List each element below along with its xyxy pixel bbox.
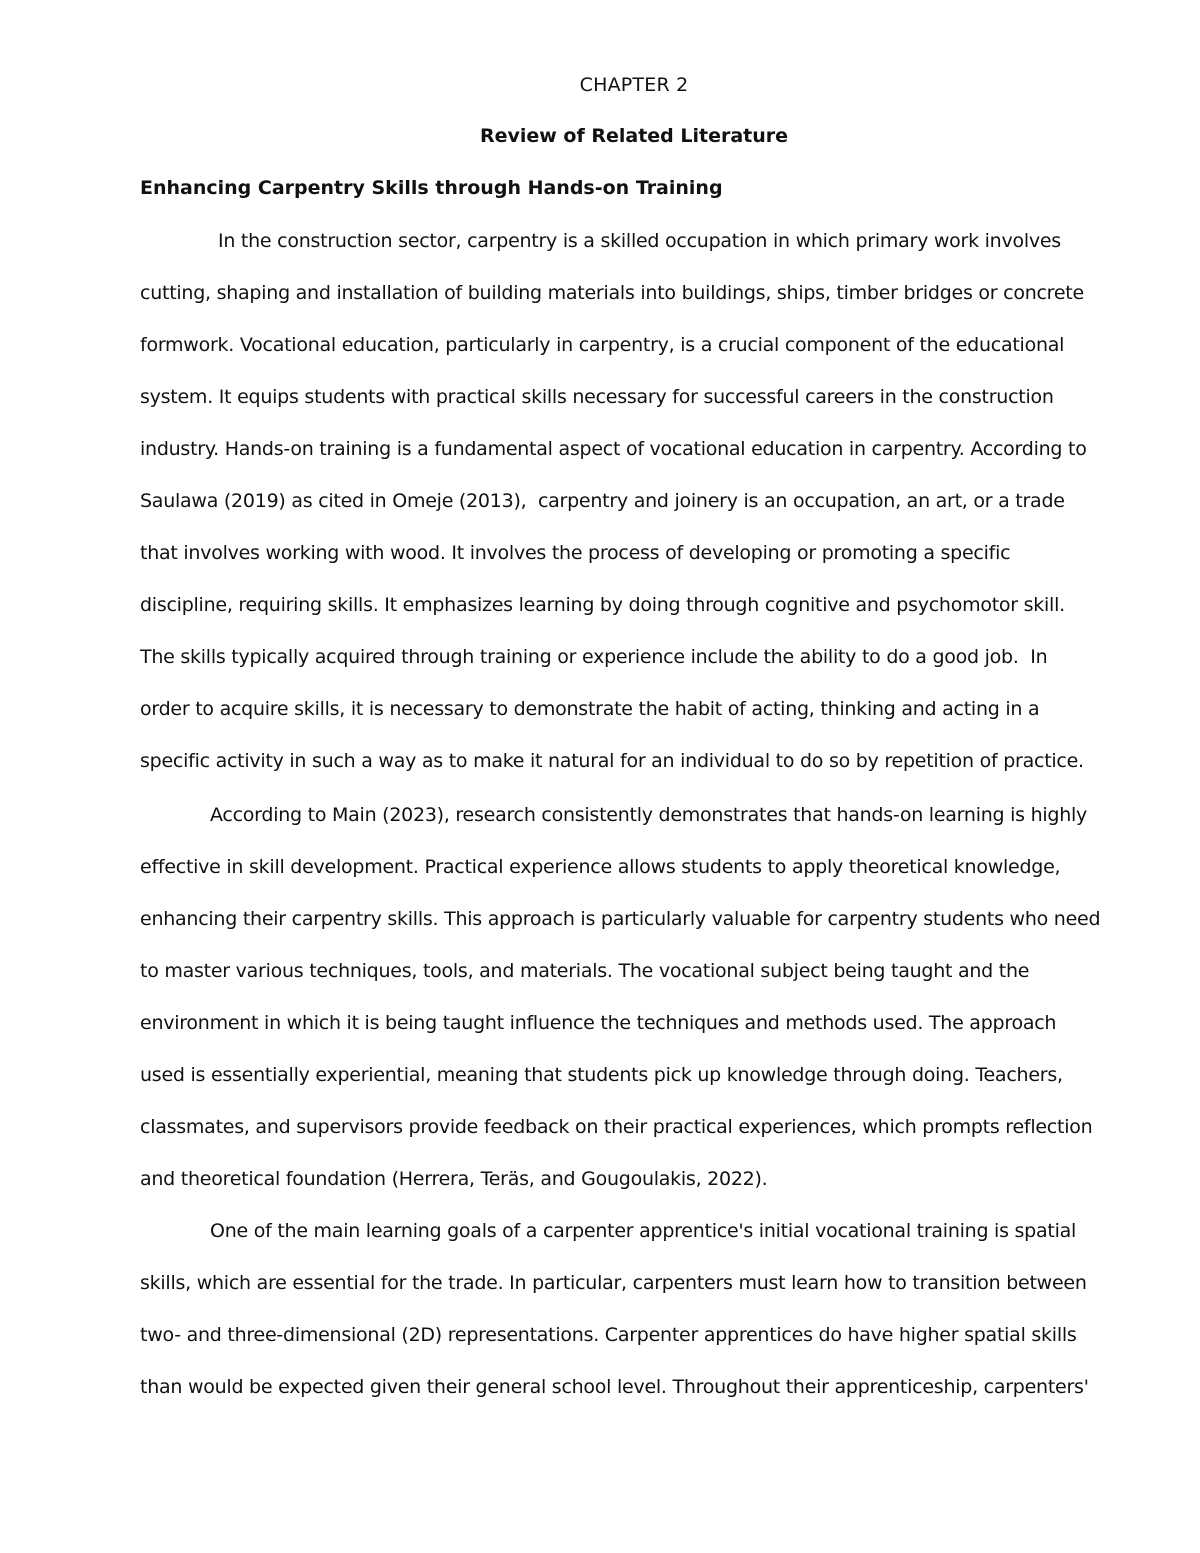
body-line: In the construction sector, carpentry is a skilled occupation in which primary work involves bbox=[218, 230, 1061, 252]
body-line: system. It equips students with practical skills necessary for successful careers in the construction bbox=[140, 386, 1054, 408]
body-line: skills, which are essential for the trade. In particular, carpenters must learn how to transition between bbox=[140, 1272, 1087, 1294]
body-line: environment in which it is being taught influence the techniques and methods used. The approach bbox=[140, 1012, 1057, 1034]
body-line: The skills typically acquired through training or experience include the ability to do a good job. In bbox=[140, 646, 1048, 668]
body-line: used is essentially experiential, meaning that students pick up knowledge through doing. Teachers, bbox=[140, 1064, 1063, 1086]
body-line: Saulawa (2019) as cited in Omeje (2013), carpentry and joinery is an occupation, an art, or a trade bbox=[140, 490, 1065, 512]
body-line: industry. Hands-on training is a fundamental aspect of vocational education in carpentry. According to bbox=[140, 438, 1087, 460]
body-line: formwork. Vocational education, particularly in carpentry, is a crucial component of the educational bbox=[140, 334, 1065, 356]
body-line: discipline, requiring skills. It emphasizes learning by doing through cognitive and psychomotor skill. bbox=[140, 594, 1065, 616]
body-line: enhancing their carpentry skills. This approach is particularly valuable for carpentry students who need bbox=[140, 908, 1101, 930]
body-line: According to Main (2023), research consistently demonstrates that hands-on learning is highly bbox=[210, 804, 1088, 826]
body-line: to master various techniques, tools, and materials. The vocational subject being taught and the bbox=[140, 960, 1030, 982]
body-line: order to acquire skills, it is necessary to demonstrate the habit of acting, thinking and acting in a bbox=[140, 698, 1040, 720]
body-line: and theoretical foundation (Herrera, Teräs, and Gougoulakis, 2022). bbox=[140, 1168, 768, 1190]
body-line: classmates, and supervisors provide feedback on their practical experiences, which prompts reflection bbox=[140, 1116, 1093, 1138]
body-line: two- and three-dimensional (2D) representations. Carpenter apprentices do have higher spatial skills bbox=[140, 1324, 1077, 1346]
body-line: that involves working with wood. It involves the process of developing or promoting a specific bbox=[140, 542, 1011, 564]
body-line: than would be expected given their general school level. Throughout their apprenticeship, carpenters' bbox=[140, 1376, 1089, 1398]
section-title: Review of Related Literature bbox=[479, 125, 789, 147]
body-line: One of the main learning goals of a carpenter apprentice's initial vocational training is spatial bbox=[210, 1220, 1077, 1242]
body-line: specific activity in such a way as to make it natural for an individual to do so by repetition of practice. bbox=[140, 750, 1084, 772]
subsection-heading: Enhancing Carpentry Skills through Hands-on Training bbox=[140, 177, 723, 199]
body-line: effective in skill development. Practical experience allows students to apply theoretical knowledge, bbox=[140, 856, 1061, 878]
chapter-label: CHAPTER 2 bbox=[579, 74, 689, 96]
body-line: cutting, shaping and installation of building materials into buildings, ships, timber bridges or concrete bbox=[140, 282, 1084, 304]
